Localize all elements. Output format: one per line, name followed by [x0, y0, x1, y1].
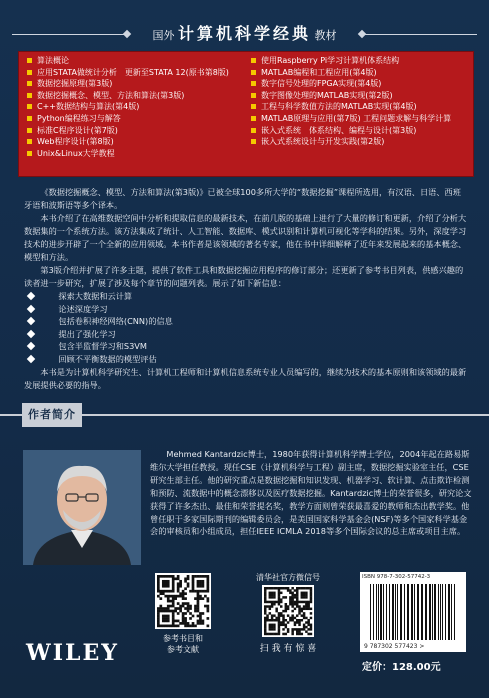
square-bullet-icon — [251, 93, 256, 98]
square-bullet-icon — [27, 104, 32, 109]
qr-wechat-label: 扫 我 有 惊 喜 — [259, 644, 317, 654]
series-book-title: C++数据结构与算法(第4版) — [37, 102, 140, 112]
series-book-right-5 — [251, 113, 469, 125]
series-book-left-8 — [27, 148, 247, 160]
barcode-pattern — [360, 572, 466, 652]
qr-wechat-title: 清华社官方微信号 — [256, 573, 320, 582]
feature-item — [24, 290, 468, 303]
description-paragraph-4: 本书是为计算机科学研究生、计算机工程师和计算机信息系统专业人员编写的，继续为技术的基本原则和该领域的最新发展提供必要的指导。 — [24, 366, 467, 390]
feature-text: 回顾不平衡数据的模型评估 — [58, 353, 157, 364]
feature-text: 提出了强化学习 — [58, 328, 116, 339]
qr-references-label-line-2: 参考文献 — [167, 645, 199, 654]
series-prefix: 国外 — [152, 29, 175, 42]
series-book-title: 算法概论 — [37, 56, 69, 65]
qr-code-wechat[interactable] — [262, 585, 314, 637]
diamond-bullet-icon — [27, 330, 35, 338]
square-bullet-icon — [251, 81, 256, 86]
author-bio — [150, 448, 472, 538]
square-bullet-icon — [251, 104, 256, 109]
series-book-title: MATLAB编程和工程应用(第4版) — [261, 67, 377, 77]
feature-item — [24, 303, 468, 316]
series-title: 计算机科学经典 — [177, 24, 311, 43]
book-description — [24, 186, 468, 392]
feature-text: 包含半监督学习和S3VM — [58, 341, 147, 352]
author-section-title: 作者简介 — [22, 403, 82, 427]
square-bullet-icon — [251, 139, 256, 144]
series-book-right-1 — [251, 67, 469, 79]
description-paragraph-2: 本书介绍了在高维数据空间中分析和提取信息的最新技术，在前几版的基础上进行了大量的修订和更新，介绍了分析大数据集的一个系统方法。该方法集成了统计、人工智能、数据库、模式识别和计算机可视化等学科的结果。另外，深度学习技术的进步开辟了一个全新的应用领域。本书作者是该领域的著名专家，他在书中详细解释了近年来发展起来的基本概念、模型和方法。 — [24, 213, 467, 262]
series-book-title: 应用STATA做统计分析 更新至STATA 12(原书第8版) — [37, 67, 229, 77]
square-bullet-icon — [27, 81, 32, 86]
series-books-right-column — [251, 55, 469, 148]
square-bullet-icon — [27, 93, 32, 98]
series-suffix: 教材 — [314, 29, 337, 42]
series-book-left-4 — [27, 101, 247, 113]
series-book-left-0 — [27, 55, 247, 67]
square-bullet-icon — [27, 58, 32, 63]
isbn-number: ISBN 978-7-302-57742-3 — [362, 574, 431, 580]
square-bullet-icon — [251, 128, 256, 133]
author-portrait-illustration — [23, 450, 141, 565]
series-book-left-6 — [27, 125, 247, 137]
series-book-title: 数字图像处理的MATLAB实现(第2版) — [261, 90, 393, 100]
series-book-title: 工程与科学数值方法的MATLAB实现(第4版) — [261, 102, 417, 112]
isbn-barcode — [360, 572, 466, 652]
series-book-title: 嵌入式系统设计与开发实践(第2版) — [261, 137, 385, 147]
square-bullet-icon — [27, 128, 32, 133]
square-bullet-icon — [251, 58, 256, 63]
series-book-title: Python编程练习与解答 — [37, 113, 121, 123]
series-book-title: Web程序设计(第8版) — [37, 137, 114, 147]
series-book-title: 数据挖掘原理(第3版) — [37, 79, 113, 89]
header-rule-left — [12, 34, 130, 35]
series-book-title: 使用Raspberry Pi学习计算机体系结构 — [261, 56, 400, 65]
book-price: 定价：128.00元 — [362, 662, 441, 673]
square-bullet-icon — [27, 151, 32, 156]
feature-text: 探索大数据和云计算 — [58, 291, 133, 301]
qr-references-label-line-1: 参考书目和 — [163, 634, 203, 643]
series-books-left-column — [27, 55, 247, 159]
author-bio-text: Mehmed Kantardzic博士，1980年获得计算机科学博士学位，2004年起在路易斯维尔大学担任教授。现任CSE（计算机科学与工程）副主席，数据挖掘实验室主任，CSE研究生部主任。他的研究重点是数据挖掘和知识发现、机器学习、软计算、点击欺诈检测和预防、流数据中的概念漂移以及医疗数据挖掘。Kantardzic博士的荣誉很多，研究论文获得了许多杰出、最佳和荣誉提名奖，教学方面则曾荣获最喜爱的教师和杰出教学奖。他曾任职于多家国际期刊的编辑委员会，是美国国家科学基金会(NSF)等多个国家科学基金会的审核员和小组成员，担任IEEE ICMLA 2018等多个国际会议的总主席或项目主席。 — [150, 449, 472, 537]
series-book-left-5 — [27, 113, 247, 125]
series-book-title: Unix&Linux大学教程 — [37, 148, 115, 158]
qr-references-label — [148, 633, 218, 655]
feature-item — [24, 353, 468, 366]
square-bullet-icon — [27, 70, 32, 75]
square-bullet-icon — [251, 116, 256, 121]
feature-item — [24, 340, 468, 353]
series-book-right-0 — [251, 55, 469, 67]
diamond-bullet-icon — [27, 355, 35, 363]
series-book-title: 嵌入式系统 体系结构、编程与设计(第3版) — [261, 125, 417, 135]
series-book-left-1 — [27, 67, 247, 79]
series-book-right-4 — [251, 101, 469, 113]
series-book-left-7 — [27, 136, 247, 148]
square-bullet-icon — [27, 116, 32, 121]
diamond-bullet-icon — [27, 304, 35, 312]
series-book-left-2 — [27, 78, 247, 90]
series-book-title: 数据挖掘概念、模型、方法和算法(第3版) — [37, 90, 185, 100]
series-book-title: 标准C程序设计(第7版) — [37, 125, 118, 135]
series-book-right-3 — [251, 90, 469, 102]
diamond-bullet-icon — [27, 292, 35, 300]
description-paragraph-3: 第3版介绍并扩展了许多主题，提供了软件工具和数据挖掘应用程序的修订部分；还更新了参考书目列表，供感兴趣的读者进一步研究，扩展了涉及每个章节的问题列表。展示了如下新信息： — [24, 265, 464, 288]
new-features-list — [24, 290, 468, 366]
diamond-bullet-icon — [27, 317, 35, 325]
series-book-right-7 — [251, 136, 469, 148]
series-books-box — [18, 51, 474, 177]
series-book-title: 数字信号处理的FPGA实现(第4版) — [261, 79, 382, 89]
feature-item — [24, 328, 468, 341]
series-header — [0, 22, 489, 46]
barcode-digits: 9 787302 577423 > — [364, 643, 425, 650]
series-book-left-3 — [27, 90, 247, 102]
description-paragraph-1: 《数据挖掘概念、模型、方法和算法(第3版)》已被全球100多所大学的“数据挖掘”课程所选用，有汉语、日语、西班牙语和波斯语等多个译本。 — [24, 187, 461, 210]
feature-text: 论述深度学习 — [58, 303, 108, 314]
author-section-header — [0, 403, 489, 427]
feature-item — [24, 315, 468, 328]
feature-text: 包括卷积神经网络(CNN)的信息 — [58, 316, 173, 327]
qr-code-pattern — [155, 573, 211, 629]
series-book-right-6 — [251, 125, 469, 137]
series-book-title: MATLAB原理与应用(第7版) 工程问题求解与科学计算 — [261, 113, 452, 123]
author-photo — [23, 450, 141, 565]
series-book-right-2 — [251, 78, 469, 90]
square-bullet-icon — [251, 70, 256, 75]
qr-code-references[interactable] — [155, 573, 211, 629]
publisher-logo: WILEY — [26, 640, 119, 666]
qr-code-pattern — [262, 585, 314, 637]
square-bullet-icon — [27, 139, 32, 144]
diamond-bullet-icon — [27, 342, 35, 350]
header-diamond-left — [123, 30, 131, 38]
header-rule-right — [359, 34, 477, 35]
